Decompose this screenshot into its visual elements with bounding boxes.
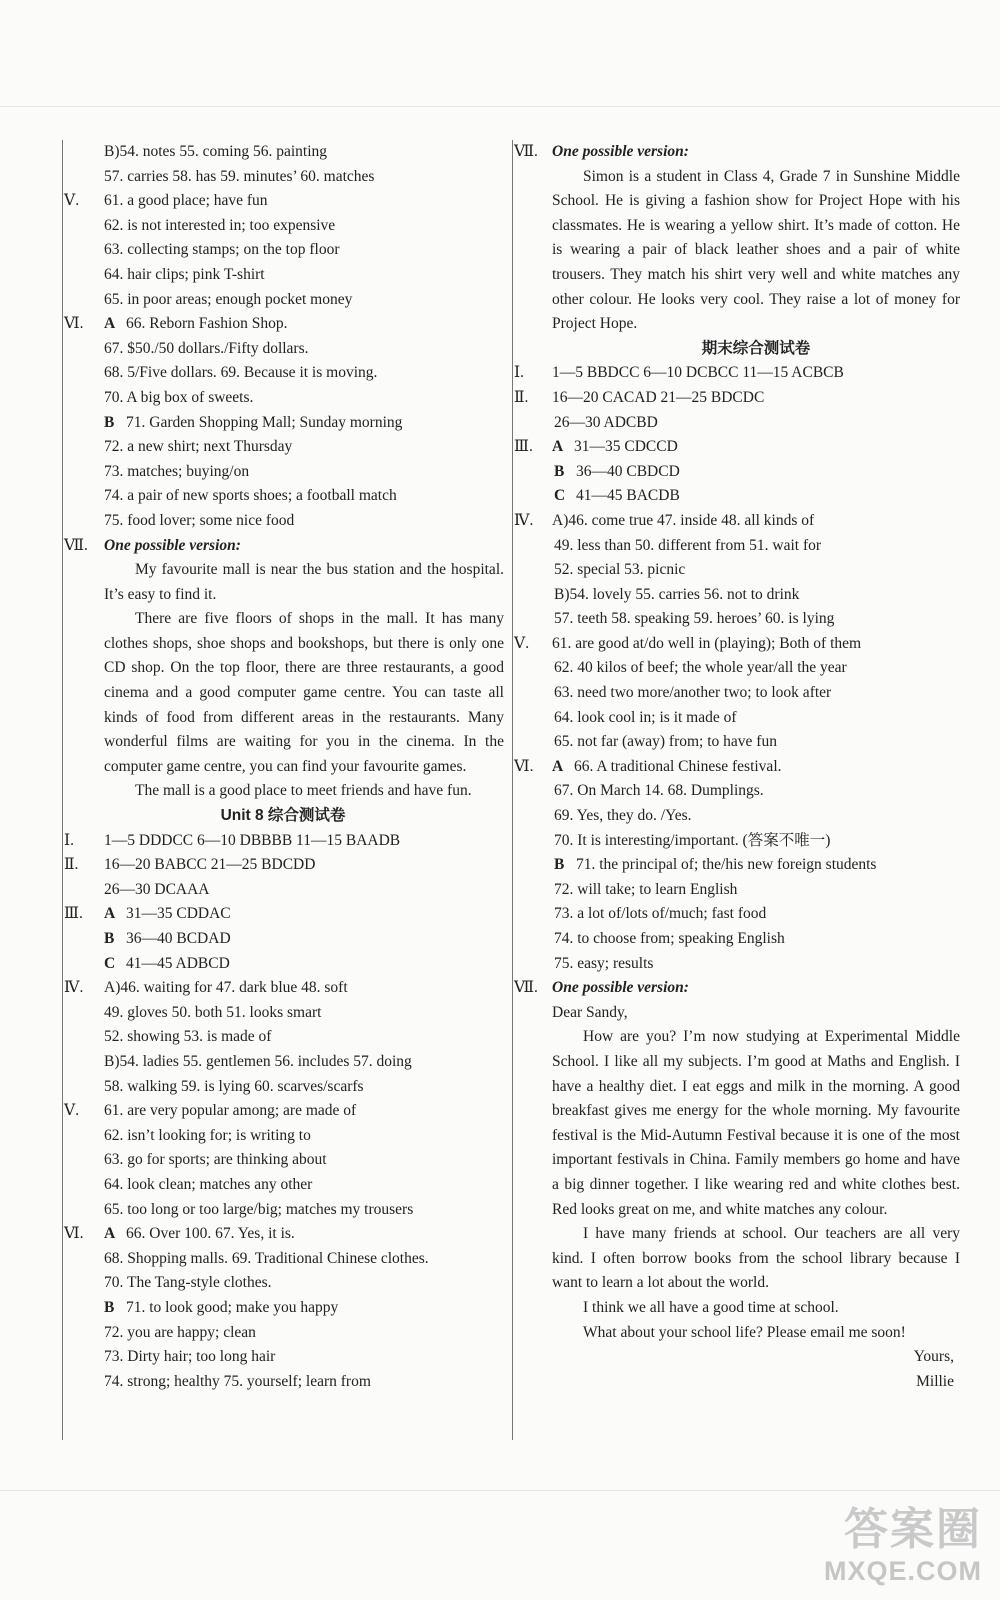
answer-line: 70. It is interesting/important. (答案不唯一) xyxy=(554,831,831,849)
section-number: Ⅰ. xyxy=(64,831,74,849)
answer-line: B)54. notes 55. coming 56. painting xyxy=(104,143,328,160)
sample-essay xyxy=(512,165,960,337)
section-v-line: Ⅴ. 61. are very popular among; are made of xyxy=(62,1099,504,1124)
answer-line: 65. in poor areas; enough pocket money xyxy=(104,290,353,308)
bottom-rule xyxy=(0,1490,1000,1491)
answer-line: 52. special 53. picnic xyxy=(554,561,686,579)
answer-line: 49. less than 50. different from 51. wait for xyxy=(554,536,822,554)
answer-line: 73. a lot of/lots of/much; fast food xyxy=(554,905,767,923)
watermark-logo xyxy=(792,1504,982,1594)
letter-greeting: Dear Sandy, xyxy=(552,1003,628,1021)
section-number: Ⅳ. xyxy=(64,979,84,997)
answer-line: 74. to choose from; speaking English xyxy=(554,930,785,947)
top-rule xyxy=(0,106,1000,107)
answer-line: 63. collecting stamps; on the top floor xyxy=(104,241,340,259)
part-label: B xyxy=(554,856,565,874)
answer-line: 52. showing 53. is made of xyxy=(104,1028,272,1046)
answer-line: 74. a pair of new sports shoes; a football match xyxy=(104,487,397,505)
watermark-top-text: 答案圈 xyxy=(844,1504,982,1555)
watermark-url-text: MXQE.COM xyxy=(823,1556,982,1586)
answer-line: 63. need two more/another two; to look after xyxy=(554,684,832,702)
section-i-line: Ⅰ. 1—5 BBDCC 6—10 DCBCC 11—15 ACBCB xyxy=(512,361,960,386)
answer-line: 65. not far (away) from; to have fun xyxy=(554,733,777,751)
answer-line: C 41—45 ADBCD xyxy=(62,952,504,977)
answer-line: 57. teeth 58. speaking 59. heroes’ 60. is lying xyxy=(554,610,835,628)
answer-line: B 36—40 CBDCD xyxy=(512,460,960,485)
part-label: A xyxy=(104,315,116,333)
answer-line: B 36—40 BCDAD xyxy=(62,927,504,952)
answer-line: 58. walking 59. is lying 60. scarves/scarfs xyxy=(104,1077,364,1095)
answer-line: B 71. the principal of; the/his new foreign students xyxy=(512,853,960,878)
answer-line: 73. matches; buying/on xyxy=(104,462,250,480)
unit-8-test-heading: Unit 8 综合测试卷 xyxy=(220,807,346,825)
letter-signature: Millie xyxy=(916,1372,954,1390)
section-ii-line: Ⅱ. 16—20 BABCC 21—25 BDCDD xyxy=(62,853,504,878)
answer-line: B 71. Garden Shopping Mall; Sunday morning xyxy=(62,411,504,436)
answer-line: B)54. lovely 55. carries 56. not to drink xyxy=(554,585,800,603)
answer-line: 70. The Tang-style clothes. xyxy=(104,1274,272,1292)
answer-line: 64. look clean; matches any other xyxy=(104,1175,313,1193)
section-number: Ⅵ. xyxy=(64,1225,84,1243)
answer-line: 64. look cool in; is it made of xyxy=(554,708,737,726)
section-number: Ⅴ. xyxy=(64,1102,80,1120)
answer-line: 62. 40 kilos of beef; the whole year/all the year xyxy=(554,659,847,677)
section-number: Ⅶ. xyxy=(514,979,538,997)
answer-line: 57. carries 58. has 59. minutes’ 60. matches xyxy=(104,167,375,185)
section-iii-line: Ⅲ. A 31—35 CDCCD xyxy=(512,435,960,460)
answer-line: 65. too long or too large/big; matches my trousers xyxy=(104,1200,414,1218)
answer-line: 49. gloves 50. both 51. looks smart xyxy=(104,1003,322,1021)
section-vii-line xyxy=(62,534,504,559)
answer-line: B)54. ladies 55. gentlemen 56. includes 57. doing xyxy=(104,1052,412,1070)
answer-line: 64. hair clips; pink T-shirt xyxy=(104,265,265,283)
part-label: B xyxy=(554,462,565,480)
letter-paragraph: I think we all have a good time at school. xyxy=(583,1298,839,1316)
essay-paragraph: There are five floors of shops in the mall. It has many clothes shops, shoe shops and bookshops, but there is only one CD shop. On the top floor, there are three restaurants, a good cinema and a good computer game centre. You can taste all kinds of food from different areas in the restaurants. Many wonderful films are waiting for you in the cinema. In the computer game centre, you can find your favourite games. xyxy=(104,610,504,775)
answer-line: 72. will take; to learn English xyxy=(554,880,738,898)
section-number: Ⅳ. xyxy=(514,511,534,529)
answer-line: 67. On March 14. 68. Dumplings. xyxy=(554,782,764,800)
part-label: A xyxy=(552,438,564,456)
section-v-line: Ⅴ. 61. a good place; have fun xyxy=(62,189,504,214)
letter-closing: Yours, xyxy=(913,1348,954,1366)
answer-line: C 41—45 BACDB xyxy=(512,484,960,509)
answer-line: 72. you are happy; clean xyxy=(104,1323,256,1341)
section-ii-line: Ⅱ. 16—20 CACAD 21—25 BDCDC xyxy=(512,386,960,411)
section-iv-line: Ⅳ. A)46. come true 47. inside 48. all kinds of xyxy=(512,509,960,534)
part-label: A xyxy=(552,757,564,775)
letter-paragraph: What about your school life? Please email me soon! xyxy=(583,1323,906,1341)
sample-letter xyxy=(512,1001,960,1395)
answer-line: 68. Shopping malls. 69. Traditional Chinese clothes. xyxy=(104,1249,429,1267)
answer-line: 63. go for sports; are thinking about xyxy=(104,1151,327,1169)
answer-line: 62. isn’t looking for; is writing to xyxy=(104,1126,311,1144)
answer-line: B 71. to look good; make you happy xyxy=(62,1296,504,1321)
essay-paragraph: The mall is a good place to meet friends and have fun. xyxy=(135,782,472,800)
part-label: C xyxy=(104,954,116,972)
answer-line: 62. is not interested in; too expensive xyxy=(104,216,336,234)
section-vi-line: Ⅵ. A 66. A traditional Chinese festival. xyxy=(512,755,960,780)
section-number: Ⅵ. xyxy=(64,315,84,333)
sample-essay xyxy=(62,558,504,804)
essay-paragraph: My favourite mall is near the bus station and the hospital. It’s easy to find it. xyxy=(104,561,504,603)
answer-line: 73. Dirty hair; too long hair xyxy=(104,1348,276,1366)
sample-letter-title: One possible version: xyxy=(552,979,689,997)
sample-essay-title: One possible version: xyxy=(104,536,241,554)
part-label: A xyxy=(104,905,116,923)
letter-paragraph: How are you? I’m now studying at Experimental Middle School. I like all my subjects. I’m good at Maths and English. I have a healthy diet. I eat eggs and milk in the morning. A good breakfast gives me energy for the whole morning. My favourite festival is the Mid-Autumn Festival because it is one of the most important festivals in China. Family members go home and have a big dinner together. I like wearing red and white clothes best. Red looks great on me, and white matches any colour. xyxy=(552,1028,960,1218)
answer-line: 75. food lover; some nice food xyxy=(104,511,295,529)
section-number: Ⅴ. xyxy=(64,192,80,210)
final-exam-heading: 期末综合测试卷 xyxy=(701,339,811,357)
left-column xyxy=(62,140,504,1394)
essay-paragraph: Simon is a student in Class 4, Grade 7 in Sunshine Middle School. He is giving a fashion show for Project Hope with his classmates. He is wearing a yellow shirt. It’s made of cotton. He is wearing a pair of black leather shoes and a pair of white trousers. They match his shirt very well and white matches any other colour. He looks very cool. They raise a lot of money for Project Hope. xyxy=(552,167,960,333)
section-v-line: Ⅴ. 61. are good at/do well in (playing); Both of them xyxy=(512,632,960,657)
sample-essay-title: One possible version: xyxy=(552,143,689,160)
section-vii-line xyxy=(512,140,960,165)
section-number: Ⅴ. xyxy=(514,634,530,652)
answer-line: 68. 5/Five dollars. 69. Because it is moving. xyxy=(104,364,378,382)
answer-line: 74. strong; healthy 75. yourself; learn from xyxy=(104,1372,371,1390)
answer-line: 26—30 DCAAA xyxy=(104,880,210,898)
section-number: Ⅵ. xyxy=(514,757,534,775)
part-label: B xyxy=(104,413,115,431)
answer-line: 26—30 ADCBD xyxy=(554,413,658,431)
answer-line: 72. a new shirt; next Thursday xyxy=(104,438,293,456)
section-number: Ⅱ. xyxy=(514,388,529,406)
section-number: Ⅶ. xyxy=(514,143,538,160)
section-iv-line: Ⅳ. A)46. waiting for 47. dark blue 48. soft xyxy=(62,976,504,1001)
answer-line: 69. Yes, they do. /Yes. xyxy=(554,807,692,825)
right-column xyxy=(512,140,960,1394)
section-number: Ⅶ. xyxy=(64,536,88,554)
section-vi-line: Ⅵ. A 66. Over 100. 67. Yes, it is. xyxy=(62,1222,504,1247)
section-number: Ⅲ. xyxy=(64,905,83,923)
section-vi-line: Ⅵ. A 66. Reborn Fashion Shop. xyxy=(62,312,504,337)
part-label: B xyxy=(104,1298,115,1316)
answer-line: 70. A big box of sweets. xyxy=(104,388,254,406)
section-i-line: Ⅰ. 1—5 DDDCC 6—10 DBBBB 11—15 BAADB xyxy=(62,829,504,854)
part-label: C xyxy=(554,487,566,505)
answer-line: 67. $50./50 dollars./Fifty dollars. xyxy=(104,339,309,357)
section-number: Ⅲ. xyxy=(514,438,533,456)
section-iii-line: Ⅲ. A 31—35 CDDAC xyxy=(62,902,504,927)
part-label: B xyxy=(104,930,115,947)
section-number: Ⅰ. xyxy=(514,364,524,382)
section-vii-line xyxy=(512,976,960,1001)
letter-paragraph: I have many friends at school. Our teachers are all very kind. I often borrow books from the school library because I want to learn a lot about the world. xyxy=(552,1225,960,1292)
part-label: A xyxy=(104,1225,116,1243)
answer-line: 75. easy; results xyxy=(554,954,654,972)
section-number: Ⅱ. xyxy=(64,856,79,874)
